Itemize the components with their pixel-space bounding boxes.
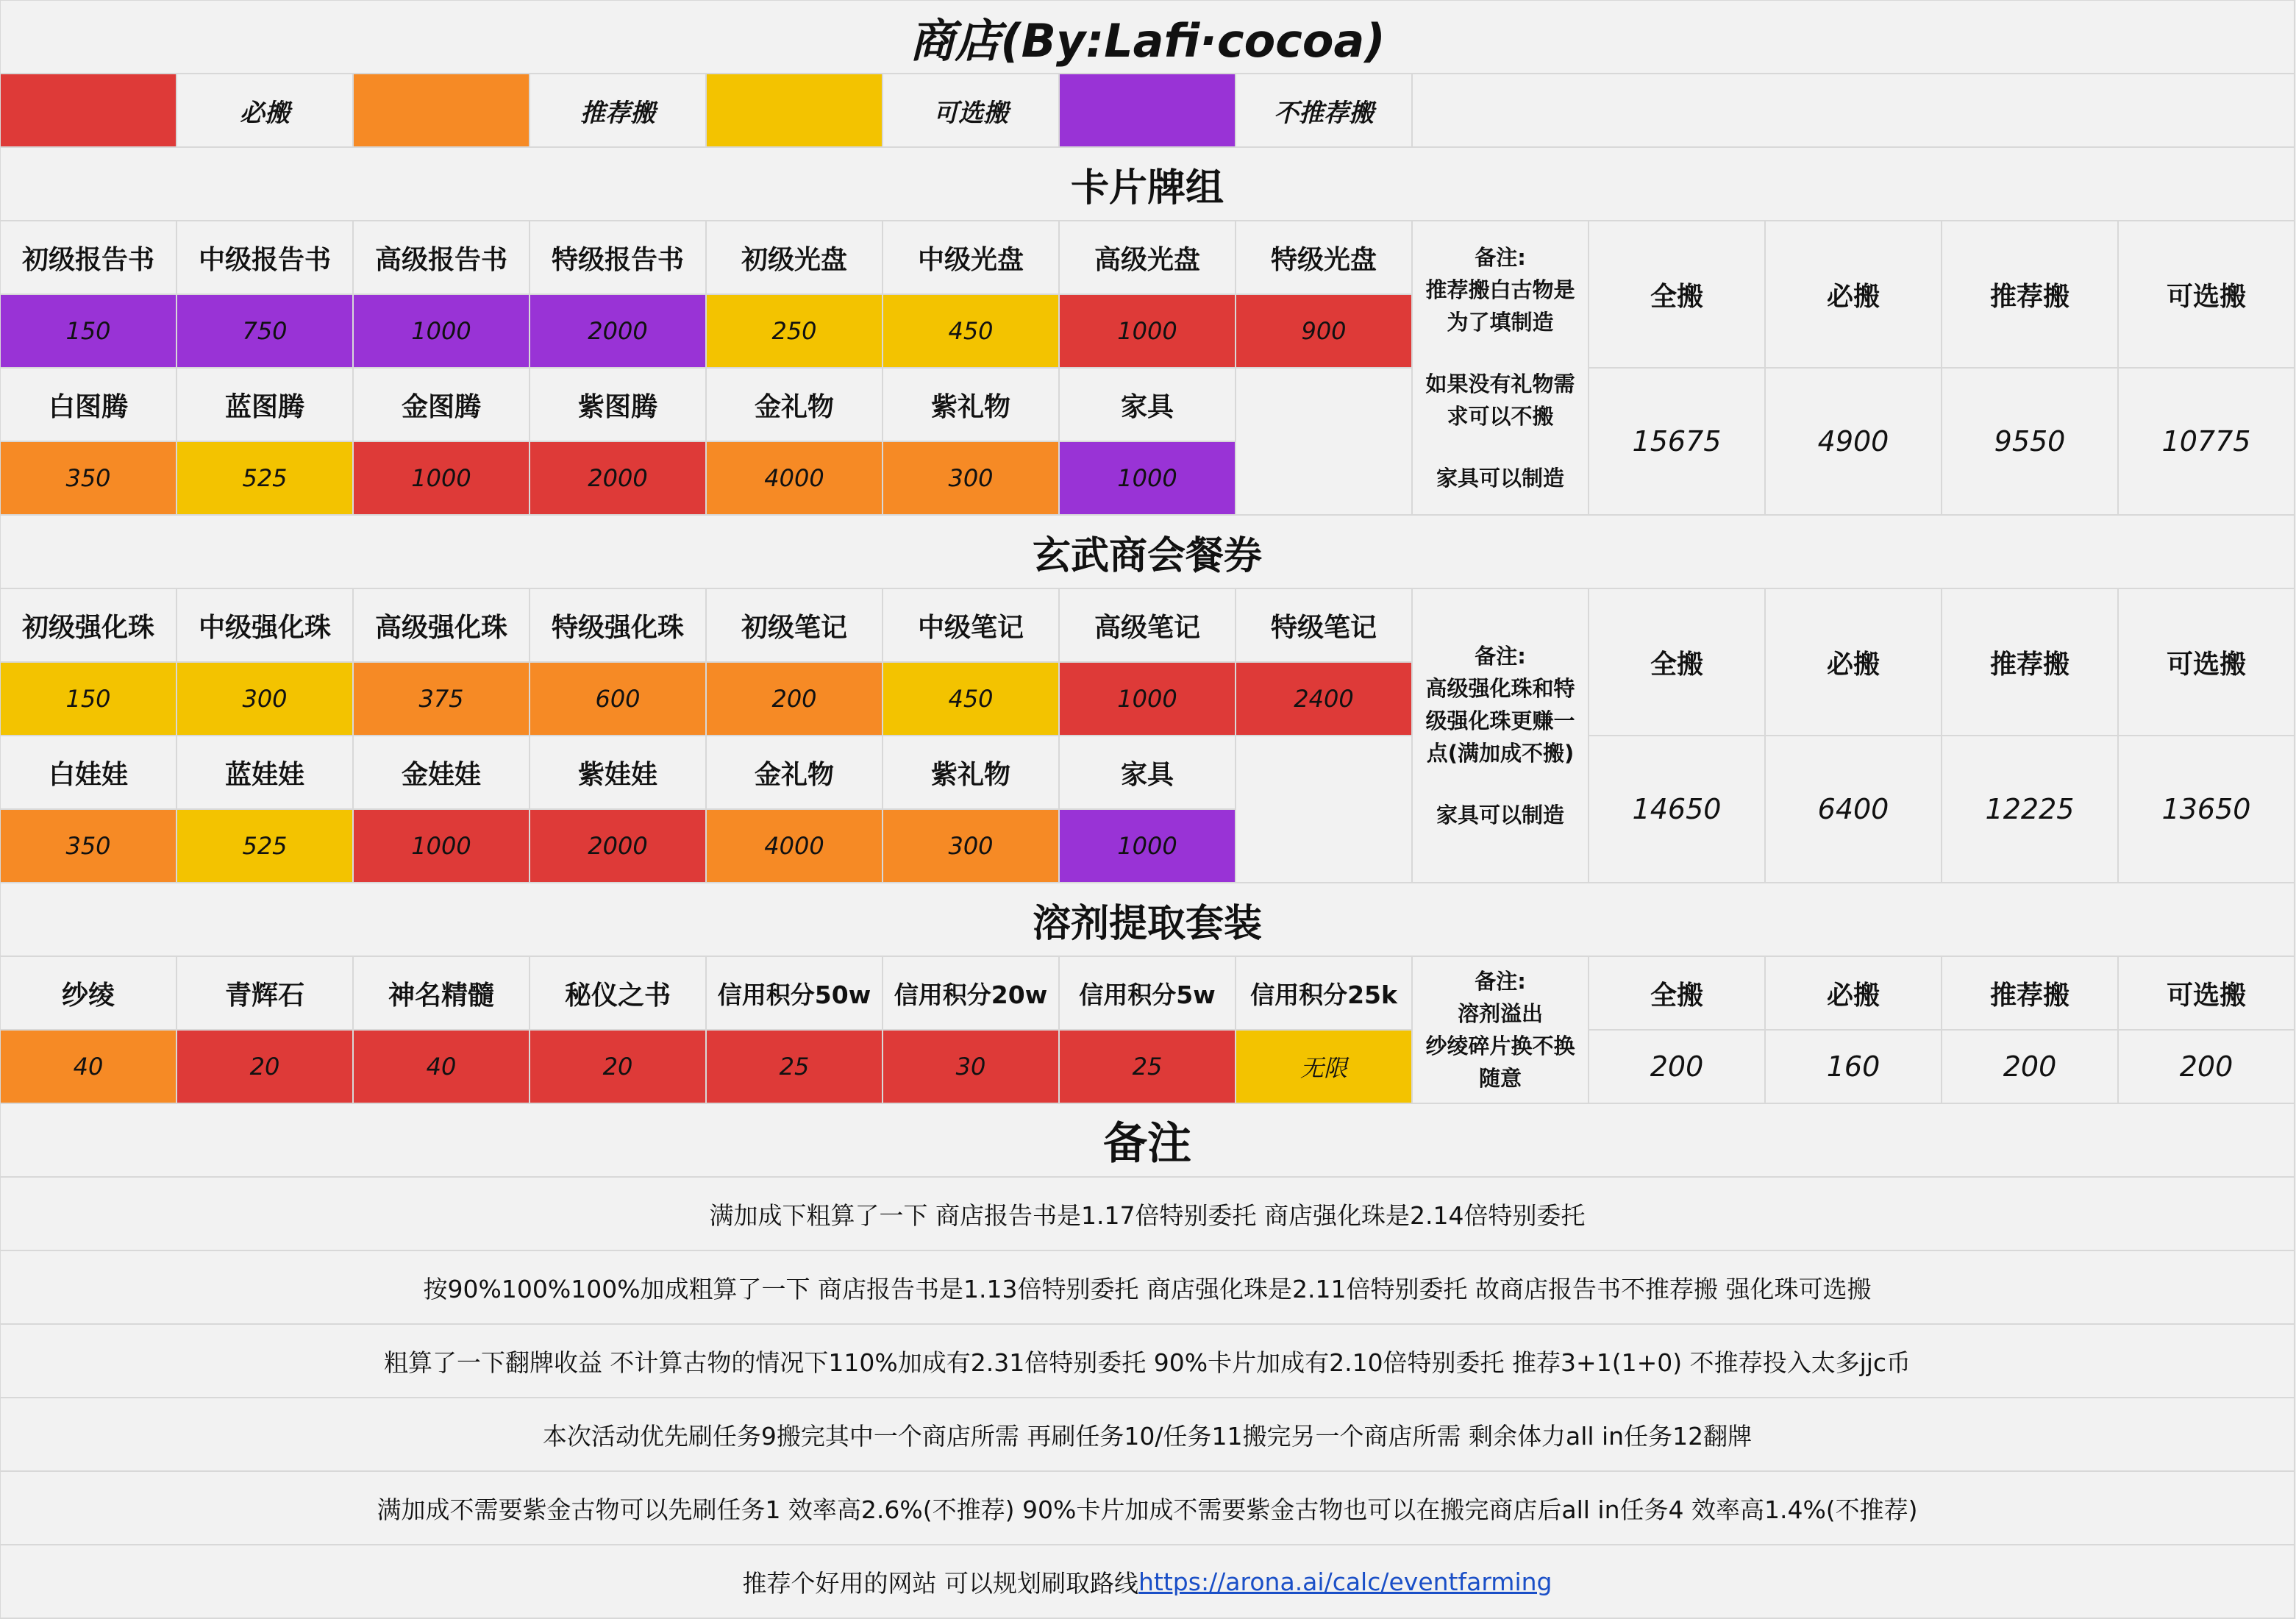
total-value: 15675 [1589, 369, 1766, 516]
legend-swatch-optional [707, 74, 883, 148]
item-quantity: 525 [177, 442, 354, 516]
memo-link-prefix: 推荐个好用的网站 可以规划刷取路线 [742, 1568, 1139, 1598]
total-value: 9550 [1942, 369, 2119, 516]
section-title-solvent-kit: 溶剂提取套装 [1, 883, 2295, 957]
item-name: 中级光盘 [883, 221, 1060, 295]
page-title: 商店(By:Lafi·cocoa) [1, 1, 2295, 74]
item-quantity: 250 [707, 295, 883, 369]
memo-line: 满加成下粗算了一下 商店报告书是1.17倍特别委托 商店强化珠是2.14倍特别委托 [1, 1178, 2295, 1251]
item-quantity: 1000 [1060, 295, 1236, 369]
item-name: 金图腾 [354, 369, 530, 442]
total-value: 6400 [1766, 736, 1942, 883]
item-name: 家具 [1060, 736, 1236, 810]
total-value: 200 [1589, 1031, 1766, 1104]
item-name: 神名精髓 [354, 957, 530, 1031]
item-name: 高级笔记 [1060, 589, 1236, 663]
totals-header-all: 全搬 [1589, 957, 1766, 1031]
memo-line: 本次活动优先刷任务9搬完其中一个商店所需 再刷任务10/任务11搬完另一个商店所需 剩余体力all in任务12翻牌 [1, 1398, 2295, 1472]
item-name: 金礼物 [707, 736, 883, 810]
item-quantity: 1000 [354, 442, 530, 516]
item-quantity: 525 [177, 810, 354, 883]
item-quantity: 200 [707, 663, 883, 736]
totals-header-optional: 可选搬 [2119, 957, 2295, 1031]
item-name: 高级报告书 [354, 221, 530, 295]
legend-swatch-must [1, 74, 177, 148]
memo-line: 满加成不需要紫金古物可以先刷任务1 效率高2.6%(不推荐) 90%卡片加成不需要紫金古物也可以在搬完商店后all in任务4 效率高1.4%(不推荐) [1, 1472, 2295, 1545]
legend-label-optional: 可选搬 [883, 74, 1060, 148]
item-name: 信用积分50w [707, 957, 883, 1031]
item-quantity: 300 [883, 442, 1060, 516]
legend-empty [1413, 74, 2295, 148]
total-value: 4900 [1766, 369, 1942, 516]
item-name: 中级强化珠 [177, 589, 354, 663]
item-name: 家具 [1060, 369, 1236, 442]
item-name: 蓝图腾 [177, 369, 354, 442]
section-note: 备注: 推荐搬白古物是 为了填制造 如果没有礼物需 求可以不搬 家具可以制造 [1413, 221, 1589, 516]
item-quantity: 2400 [1236, 663, 1413, 736]
item-quantity: 30 [883, 1031, 1060, 1104]
legend-swatch-recommend [354, 74, 530, 148]
memo-title: 备注 [1, 1104, 2295, 1178]
item-name: 信用积分20w [883, 957, 1060, 1031]
totals-header-recommend: 推荐搬 [1942, 589, 2119, 736]
item-name: 初级笔记 [707, 589, 883, 663]
item-quantity: 2000 [530, 295, 707, 369]
total-value: 13650 [2119, 736, 2295, 883]
totals-header-optional: 可选搬 [2119, 221, 2295, 369]
item-quantity: 300 [883, 810, 1060, 883]
item-quantity: 900 [1236, 295, 1413, 369]
item-name: 白娃娃 [1, 736, 177, 810]
item-name: 中级笔记 [883, 589, 1060, 663]
item-name: 白图腾 [1, 369, 177, 442]
item-quantity: 1000 [1060, 810, 1236, 883]
legend-swatch-not-recommend [1060, 74, 1236, 148]
item-quantity: 2000 [530, 442, 707, 516]
totals-header-optional: 可选搬 [2119, 589, 2295, 736]
total-value: 14650 [1589, 736, 1766, 883]
item-quantity: 40 [1, 1031, 177, 1104]
totals-header-all: 全搬 [1589, 221, 1766, 369]
item-name: 初级报告书 [1, 221, 177, 295]
item-quantity: 1000 [354, 810, 530, 883]
item-name: 青辉石 [177, 957, 354, 1031]
item-quantity: 350 [1, 442, 177, 516]
totals-header-all: 全搬 [1589, 589, 1766, 736]
item-name: 纱绫 [1, 957, 177, 1031]
section-title-xuanwu-coupon: 玄武商会餐券 [1, 516, 2295, 589]
item-quantity: 无限 [1236, 1031, 1413, 1104]
legend-label-must: 必搬 [177, 74, 354, 148]
memo-line-with-link [1, 1545, 2295, 1619]
section-title-card-deck: 卡片牌组 [1, 148, 2295, 221]
eventfarming-link[interactable]: https://arona.ai/calc/eventfarming [1138, 1567, 1552, 1596]
item-quantity: 150 [1, 295, 177, 369]
item-quantity: 20 [530, 1031, 707, 1104]
item-quantity: 40 [354, 1031, 530, 1104]
item-quantity: 25 [1060, 1031, 1236, 1104]
section-note: 备注: 溶剂溢出 纱绫碎片换不换 随意 [1413, 957, 1589, 1104]
empty-cell [1236, 369, 1413, 516]
item-quantity: 2000 [530, 810, 707, 883]
item-name: 金娃娃 [354, 736, 530, 810]
item-name: 初级强化珠 [1, 589, 177, 663]
total-value: 10775 [2119, 369, 2295, 516]
item-quantity: 300 [177, 663, 354, 736]
item-name: 初级光盘 [707, 221, 883, 295]
item-quantity: 350 [1, 810, 177, 883]
total-value: 160 [1766, 1031, 1942, 1104]
totals-header-recommend: 推荐搬 [1942, 957, 2119, 1031]
item-quantity: 1000 [1060, 663, 1236, 736]
total-value: 200 [1942, 1031, 2119, 1104]
item-quantity: 1000 [354, 295, 530, 369]
totals-header-must: 必搬 [1766, 589, 1942, 736]
item-quantity: 750 [177, 295, 354, 369]
item-name: 特级强化珠 [530, 589, 707, 663]
item-quantity: 1000 [1060, 442, 1236, 516]
total-value: 200 [2119, 1031, 2295, 1104]
totals-header-must: 必搬 [1766, 957, 1942, 1031]
legend-label-recommend: 推荐搬 [530, 74, 707, 148]
item-quantity: 150 [1, 663, 177, 736]
item-name: 特级报告书 [530, 221, 707, 295]
item-name: 紫礼物 [883, 369, 1060, 442]
item-name: 高级强化珠 [354, 589, 530, 663]
item-name: 中级报告书 [177, 221, 354, 295]
memo-line: 按90%100%100%加成粗算了一下 商店报告书是1.13倍特别委托 商店强化珠是2.11倍特别委托 故商店报告书不推荐搬 强化珠可选搬 [1, 1251, 2295, 1325]
item-quantity: 600 [530, 663, 707, 736]
totals-header-must: 必搬 [1766, 221, 1942, 369]
item-name: 特级笔记 [1236, 589, 1413, 663]
empty-cell [1236, 736, 1413, 883]
item-quantity: 20 [177, 1031, 354, 1104]
legend-label-not-recommend: 不推荐搬 [1236, 74, 1413, 148]
item-quantity: 4000 [707, 442, 883, 516]
item-name: 紫图腾 [530, 369, 707, 442]
item-quantity: 25 [707, 1031, 883, 1104]
item-name: 金礼物 [707, 369, 883, 442]
section-note: 备注: 高级强化珠和特 级强化珠更赚一 点(满加成不搬) 家具可以制造 [1413, 589, 1589, 883]
totals-header-recommend: 推荐搬 [1942, 221, 2119, 369]
item-name: 信用积分5w [1060, 957, 1236, 1031]
item-name: 高级光盘 [1060, 221, 1236, 295]
item-name: 信用积分25k [1236, 957, 1413, 1031]
item-quantity: 450 [883, 663, 1060, 736]
item-quantity: 450 [883, 295, 1060, 369]
item-name: 蓝娃娃 [177, 736, 354, 810]
item-quantity: 375 [354, 663, 530, 736]
item-quantity: 4000 [707, 810, 883, 883]
item-name: 紫娃娃 [530, 736, 707, 810]
memo-line: 粗算了一下翻牌收益 不计算古物的情况下110%加成有2.31倍特别委托 90%卡片加成有2.10倍特别委托 推荐3+1(1+0) 不推荐投入太多jjc币 [1, 1325, 2295, 1398]
total-value: 12225 [1942, 736, 2119, 883]
item-name: 紫礼物 [883, 736, 1060, 810]
item-name: 特级光盘 [1236, 221, 1413, 295]
item-name: 秘仪之书 [530, 957, 707, 1031]
